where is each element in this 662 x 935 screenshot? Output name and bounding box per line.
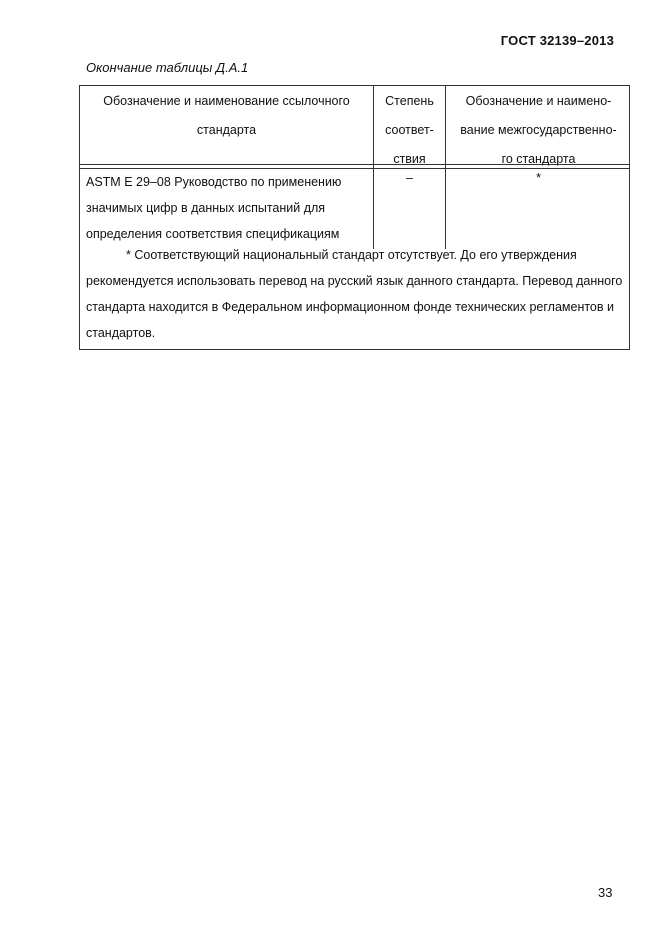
header-designation [80, 87, 373, 145]
cell-line: определения соответствия спецификациям [86, 227, 340, 241]
header-line: го стандарта [501, 152, 576, 166]
cell-line: ASTM E 29–08 Руководство по применению [86, 175, 342, 189]
header-line: соответ- [385, 123, 434, 137]
header-degree [374, 87, 445, 174]
header-line: вание межгосударственно- [460, 123, 617, 137]
header-line: Степень [385, 94, 434, 108]
cell-interstate: * [536, 171, 541, 185]
header-interstate [446, 87, 631, 174]
document-code: ГОСТ 32139–2013 [500, 33, 614, 48]
header-line: Обозначение и наимено- [465, 94, 612, 108]
header-line: стандарта [196, 123, 257, 137]
header-line: Обозначение и наименование ссылочного [103, 94, 350, 108]
table-caption: Окончание таблицы Д.А.1 [86, 60, 249, 75]
table-footnote: * Соответствующий национальный стандарт отсутствует. До его утверждения рекомендуется использовать перевод на русский язык данного стандарта. Перевод данного стандарта находится в Федеральном информационном фонде технических регламентов и стандартов. [86, 248, 623, 340]
reference-table [79, 85, 630, 350]
cell-degree: – [406, 171, 413, 185]
page-number: 33 [598, 885, 613, 900]
cell-designation [86, 169, 371, 247]
header-line: ствия [393, 152, 426, 166]
cell-line: значимых цифр в данных испытаний для [86, 201, 326, 215]
